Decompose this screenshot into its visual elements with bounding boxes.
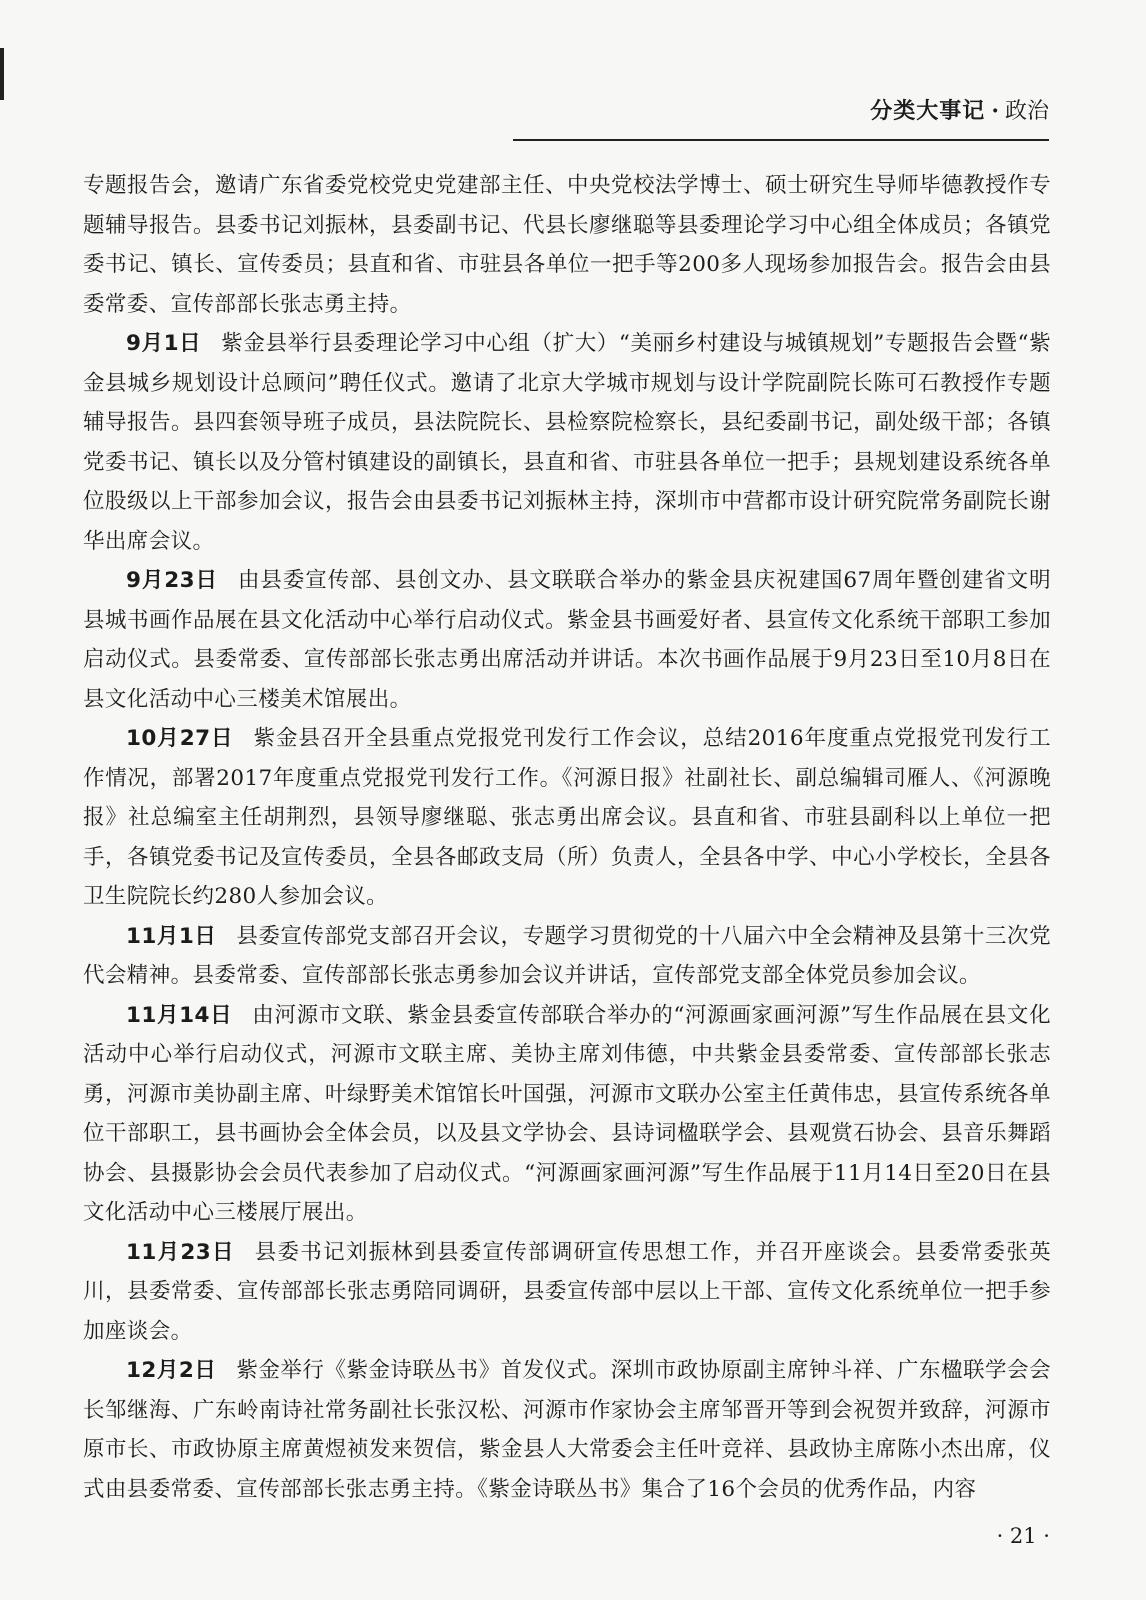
entry-paragraph xyxy=(83,1351,1051,1509)
page-body xyxy=(83,166,1051,1509)
entry-text: 紫金县举行县委理论学习中心组（扩大）“美丽乡村建设与城镇规划”专题报告会暨“紫金县城乡规划设计总顾问”聘任仪式。邀请了北京大学城市规划与设计学院副院长陈可石教授作专题辅导报告。县四套领导班子成员，县法院院长、县检察院检察长，县纪委副书记，副处级干部；各镇党委书记、镇长以及分管村镇建设的副镇长，县直和省、市驻县各单位一把手；县规划建设系统各单位股级以上干部参加会议，报告会由县委书记刘振林主持，深圳市中营都市设计研究院常务副院长谢华出席会议。 xyxy=(83,331,1051,554)
entry-paragraph xyxy=(83,324,1051,561)
entry-paragraph xyxy=(83,917,1051,996)
header-subsection: 政治 xyxy=(1004,99,1049,124)
entry-paragraph xyxy=(83,1233,1051,1352)
entry-date: 10月27日 xyxy=(126,726,234,751)
entry-text: 紫金举行《紫金诗联丛书》首发仪式。深圳市政协原副主席钟斗祥、广东楹联学会会长邹继海、广东岭南诗社常务副社长张汉松、河源市作家协会主席邹晋开等到会祝贺并致辞，河源市原市长、市政协原主席黄煜祯发来贺信，紫金县人大常委会主任叶竞祥、县政协主席陈小杰出席，仪式由县委常委、宣传部部长张志勇主持。《紫金诗联丛书》集合了16个会员的优秀作品，内容 xyxy=(83,1358,1051,1502)
entry-text: 由县委宣传部、县创文办、县文联联合举办的紫金县庆祝建国67周年暨创建省文明县城书画作品展在县文化活动中心举行启动仪式。紫金县书画爱好者、县宣传文化系统干部职工参加启动仪式。县委常委、宣传部部长张志勇出席活动并讲话。本次书画作品展于9月23日至10月8日在县文化活动中心三楼美术馆展出。 xyxy=(83,568,1051,712)
entry-date: 11月14日 xyxy=(126,1002,233,1028)
entry-text: 紫金县召开全县重点党报党刊发行工作会议，总结2016年度重点党报党刊发行工作情况，部署2017年度重点党报党刊发行工作。《河源日报》社副社长、副总编辑司雁人、《河源晚报》社总编室主任胡荆烈，县领导廖继聪、张志勇出席会议。县直和省、市驻县副科以上单位一把手，各镇党委书记及宣传委员，全县各邮政支局（所）负责人，全县各中学、中心小学校长，全县各卫生院院长约280人参加会议。 xyxy=(83,726,1051,909)
entry-text: 专题报告会，邀请广东省委党校党史党建部主任、中央党校法学博士、硕士研究生导师毕德教授作专题辅导报告。县委书记刘振林，县委副书记、代县长廖继聪等县委理论学习中心组全体成员；各镇党委书记、镇长、宣传委员；县直和省、市驻县各单位一把手等200多人现场参加报告会。报告会由县委常委、宣传部部长张志勇主持。 xyxy=(83,173,1051,317)
entry-date: 11月1日 xyxy=(126,923,217,949)
entry-date: 11月23日 xyxy=(126,1239,235,1265)
entry-paragraph xyxy=(83,719,1051,917)
entry-date: 12月2日 xyxy=(126,1358,217,1383)
header-section-title: 分类大事记 xyxy=(870,99,986,124)
entry-date: 9月23日 xyxy=(126,568,218,593)
header-rule xyxy=(513,139,1049,141)
entry-text: 县委宣传部党支部召开会议，专题学习贯彻党的十八届六中全会精神及县第十三次党代会精神。县委常委、宣传部部长张志勇参加会议并讲话，宣传部党支部全体党员参加会议。 xyxy=(83,923,1051,988)
header-separator: · xyxy=(991,98,999,124)
running-header xyxy=(870,94,1049,125)
entry-text: 县委书记刘振林到县委宣传部调研宣传思想工作，并召开座谈会。县委常委张英川，县委常委、宣传部部长张志勇陪同调研，县委宣传部中层以上干部、宣传文化系统单位一把手参加座谈会。 xyxy=(83,1239,1051,1344)
page-number: · 21 · xyxy=(996,1524,1050,1548)
entry-paragraph xyxy=(83,166,1051,324)
entry-text: 由河源市文联、紫金县委宣传部联合举办的“河源画家画河源”写生作品展在县文化活动中心举行启动仪式，河源市文联主席、美协主席刘伟德，中共紫金县委常委、宣传部部长张志勇，河源市美协副主席、叶绿野美术馆馆长叶国强，河源市文联办公室主任黄伟忠，县宣传系统各单位干部职工，县书画协会全体会员，以及县文学协会、县诗词楹联学会、县观赏石协会、县音乐舞蹈协会、县摄影协会会员代表参加了启动仪式。“河源画家画河源”写生作品展于11月14日至20日在县文化活动中心三楼展厅展出。 xyxy=(83,1002,1051,1225)
scan-edge-mark xyxy=(0,48,4,100)
entry-date: 9月1日 xyxy=(126,331,202,356)
entry-paragraph xyxy=(83,561,1051,719)
entry-paragraph xyxy=(83,996,1051,1233)
